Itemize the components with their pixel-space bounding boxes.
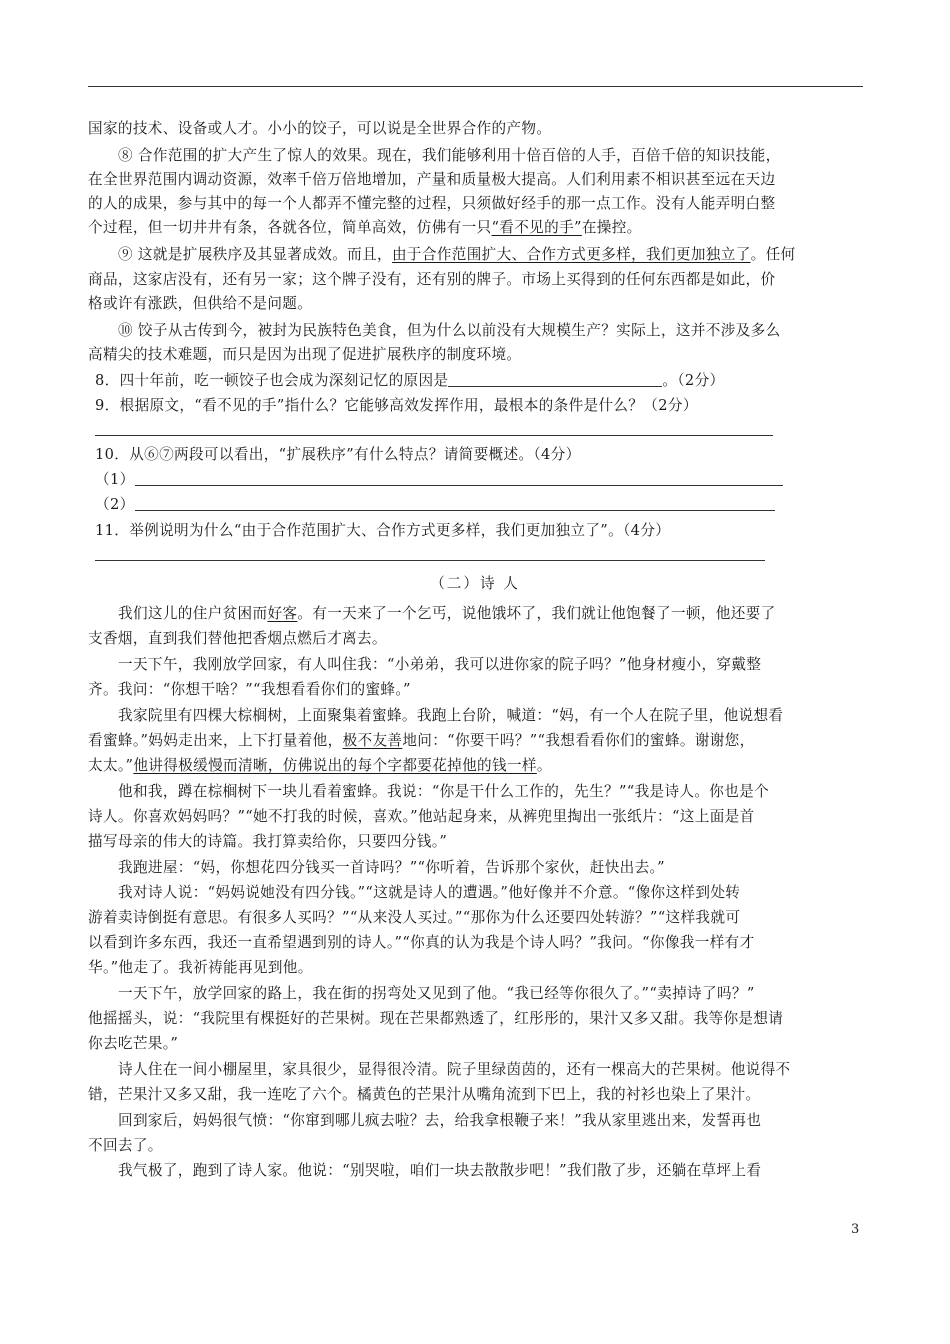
- question-10: 10．从⑥⑦两段可以看出，“扩展秩序”有什么特点？请简要概述。（4分）: [95, 446, 581, 463]
- story-line: 一天下午，我刚放学回家，有人叫住我：“小弟弟，我可以进你家的院子吗？”他身材瘦小，穿戴整: [118, 656, 762, 673]
- plain-text: ⑨ 这就是扩展秩序及其显著成效。而且，: [118, 246, 392, 263]
- underlined-phrase: “看不见的手”: [491, 219, 582, 236]
- story-line: 回到家后，妈妈很气愤：“你窜到哪儿疯去啦？去，给我拿根鞭子来！”我从家里逃出来，发誓再也: [118, 1112, 762, 1129]
- story-line: 齐。我问：“你想干啥？”“我想看看你们的蜜蜂。”: [88, 681, 411, 698]
- story-line: 我气极了，跑到了诗人家。他说：“别哭啦，咱们一块去散散步吧！”我们散了步，还躺在草坪上看: [118, 1162, 762, 1179]
- story-line: [88, 756, 552, 776]
- paragraph-9-line: 格或许有涨跌，但供给不是问题。: [88, 295, 313, 312]
- answer-line[interactable]: [95, 560, 765, 561]
- section-heading: （二）诗 人: [430, 575, 520, 592]
- answer-blank[interactable]: [448, 372, 662, 387]
- story-line: 支香烟，直到我们替他把香烟点燃后才离去。: [88, 630, 387, 647]
- story-line: 我家院里有四棵大棕榈树，上面聚集着蜜蜂。我跑上台阶，喊道：“妈，有一个人在院子里，他说想看: [118, 707, 784, 724]
- story-line: 诗人住在一间小棚屋里，家具很少，显得很冷清。院子里绿茵茵的，还有一棵高大的芒果树。他说得不: [118, 1061, 791, 1078]
- story-line: 我跑进屋：“妈，你想花四分钱买一首诗吗？”“你听着，告诉那个家伙，赶快出去。”: [118, 859, 665, 876]
- paragraph-10-line: 高精尖的技术难题，而只是因为出现了促进扩展秩序的制度环境。: [88, 346, 522, 363]
- plain-text: 看蜜蜂。”妈妈走出来，上下打量着他，: [88, 732, 343, 749]
- plain-text: 在操控。: [581, 219, 642, 236]
- story-line: [118, 604, 776, 624]
- story-line: 错，芒果汁又多又甜，我一连吃了六个。橘黄色的芒果汁从嘴角流到下巴上，我的衬衫也染上了果汁。: [88, 1086, 761, 1103]
- question-8: [95, 371, 724, 391]
- paragraph-10-line: ⑩ 饺子从古传到今，被封为民族特色美食，但为什么以前没有大规模生产？实际上，这并不涉及多么: [118, 322, 781, 339]
- answer-line[interactable]: [95, 435, 773, 436]
- question-text: 8．四十年前，吃一顿饺子也会成为深刻记忆的原因是: [95, 372, 449, 389]
- underlined-sentence: 他讲得极缓慢而清晰，仿佛说出的每个字都要花掉他的钱一样: [133, 757, 537, 774]
- story-line: 你去吃芒果。”: [88, 1035, 179, 1052]
- underlined-word: 好客: [267, 605, 298, 622]
- story-line: 他和我，蹲在棕榈树下一块儿看着蜜蜂。我说：“你是干什么工作的，先生？”“我是诗人。你也是个: [118, 783, 770, 800]
- answer-blank[interactable]: [135, 496, 775, 511]
- plain-text: 太太。”: [88, 757, 134, 774]
- header-rule: [88, 86, 863, 87]
- plain-text: 我们这儿的住户贫困而: [118, 605, 268, 622]
- item-label: （2）: [95, 496, 135, 513]
- plain-text: 。有一天来了一个乞丐，说他饿坏了，我们就让他饱餐了一顿，他还要了: [297, 605, 776, 622]
- question-score: 。（2分）: [662, 372, 725, 389]
- story-line: 诗人。你喜欢妈妈吗？”“她不打我的时候，喜欢。”他站起身来，从裤兜里掏出一张纸片：“这上面是首: [88, 808, 755, 825]
- story-line: 华。”他走了。我祈祷能再见到他。: [88, 959, 313, 976]
- story-line: 游着卖诗倒挺有意思。有很多人买吗？”“从来没人买过。”“那你为什么还要四处转游？”“这样我就可: [88, 909, 741, 926]
- story-line: 描写母亲的伟大的诗篇。我打算卖给你，只要四分钱。”: [88, 833, 448, 850]
- paragraph-8-line: 在全世界范围内调动资源，效率千倍万倍地增加，产量和质量极大提高。人们利用素不相识甚至远在天边: [88, 171, 776, 188]
- underlined-phrase: 极不友善: [342, 732, 403, 749]
- paragraph-line: 国家的技术、设备或人才。小小的饺子，可以说是全世界合作的产物。: [88, 120, 552, 137]
- item-label: （1）: [95, 471, 135, 488]
- story-line: [88, 731, 755, 751]
- question-10-item-1: [95, 470, 783, 490]
- paragraph-9-line: [118, 245, 795, 265]
- plain-text: 地问：“你要干吗？”“我想看看你们的蜜蜂。谢谢您，: [402, 732, 755, 749]
- answer-blank[interactable]: [135, 471, 783, 486]
- story-line: 我对诗人说：“妈妈说她没有四分钱。”“这就是诗人的遭遇。”他好像并不介意。“像你这样到处转: [118, 884, 741, 901]
- plain-text: 。: [536, 757, 552, 774]
- page-number: 3: [851, 1222, 860, 1237]
- story-line: 一天下午，放学回家的路上，我在街的拐弯处又见到了他。“我已经等你很久了。”“卖掉诗了吗？”: [118, 985, 755, 1002]
- paragraph-8-line: ⑧ 合作范围的扩大产生了惊人的效果。现在，我们能够利用十倍百倍的人手，百倍千倍的知识技能，: [118, 147, 781, 164]
- plain-text: 个过程，但一切井井有条，各就各位，简单高效，仿佛有一只: [88, 219, 492, 236]
- story-line: 以看到许多东西，我还一直希望遇到别的诗人。”“你真的认为我是个诗人吗？”我问。“你像我一样有才: [88, 934, 755, 951]
- question-10-item-2: [95, 495, 775, 515]
- question-11: 11．举例说明为什么“由于合作范围扩大、合作方式更多样，我们更加独立了”。（4分）: [95, 522, 671, 539]
- story-line: 不回去了。: [88, 1137, 163, 1154]
- underlined-sentence: 由于合作范围扩大、合作方式更多样，我们更加独立了: [391, 246, 751, 263]
- plain-text: 。任何: [750, 246, 796, 263]
- question-9: 9．根据原文，“看不见的手”指什么？它能够高效发挥作用，最根本的条件是什么？（2分）: [95, 397, 698, 414]
- paragraph-8-line: 的人的成果，参与其中的每一个人都弄不懂完整的过程，只须做好经手的那一点工作。没有人能弄明白整: [88, 195, 776, 212]
- paragraph-9-line: 商品，这家店没有，还有另一家；这个牌子没有，还有别的牌子。市场上买得到的任何东西都是如此，价: [88, 271, 776, 288]
- story-line: 他摇摇头，说：“我院里有棵挺好的芒果树。现在芒果都熟透了，红彤彤的，果汁又多又甜。我等你是想请: [88, 1010, 784, 1027]
- paragraph-8-line: [88, 218, 642, 238]
